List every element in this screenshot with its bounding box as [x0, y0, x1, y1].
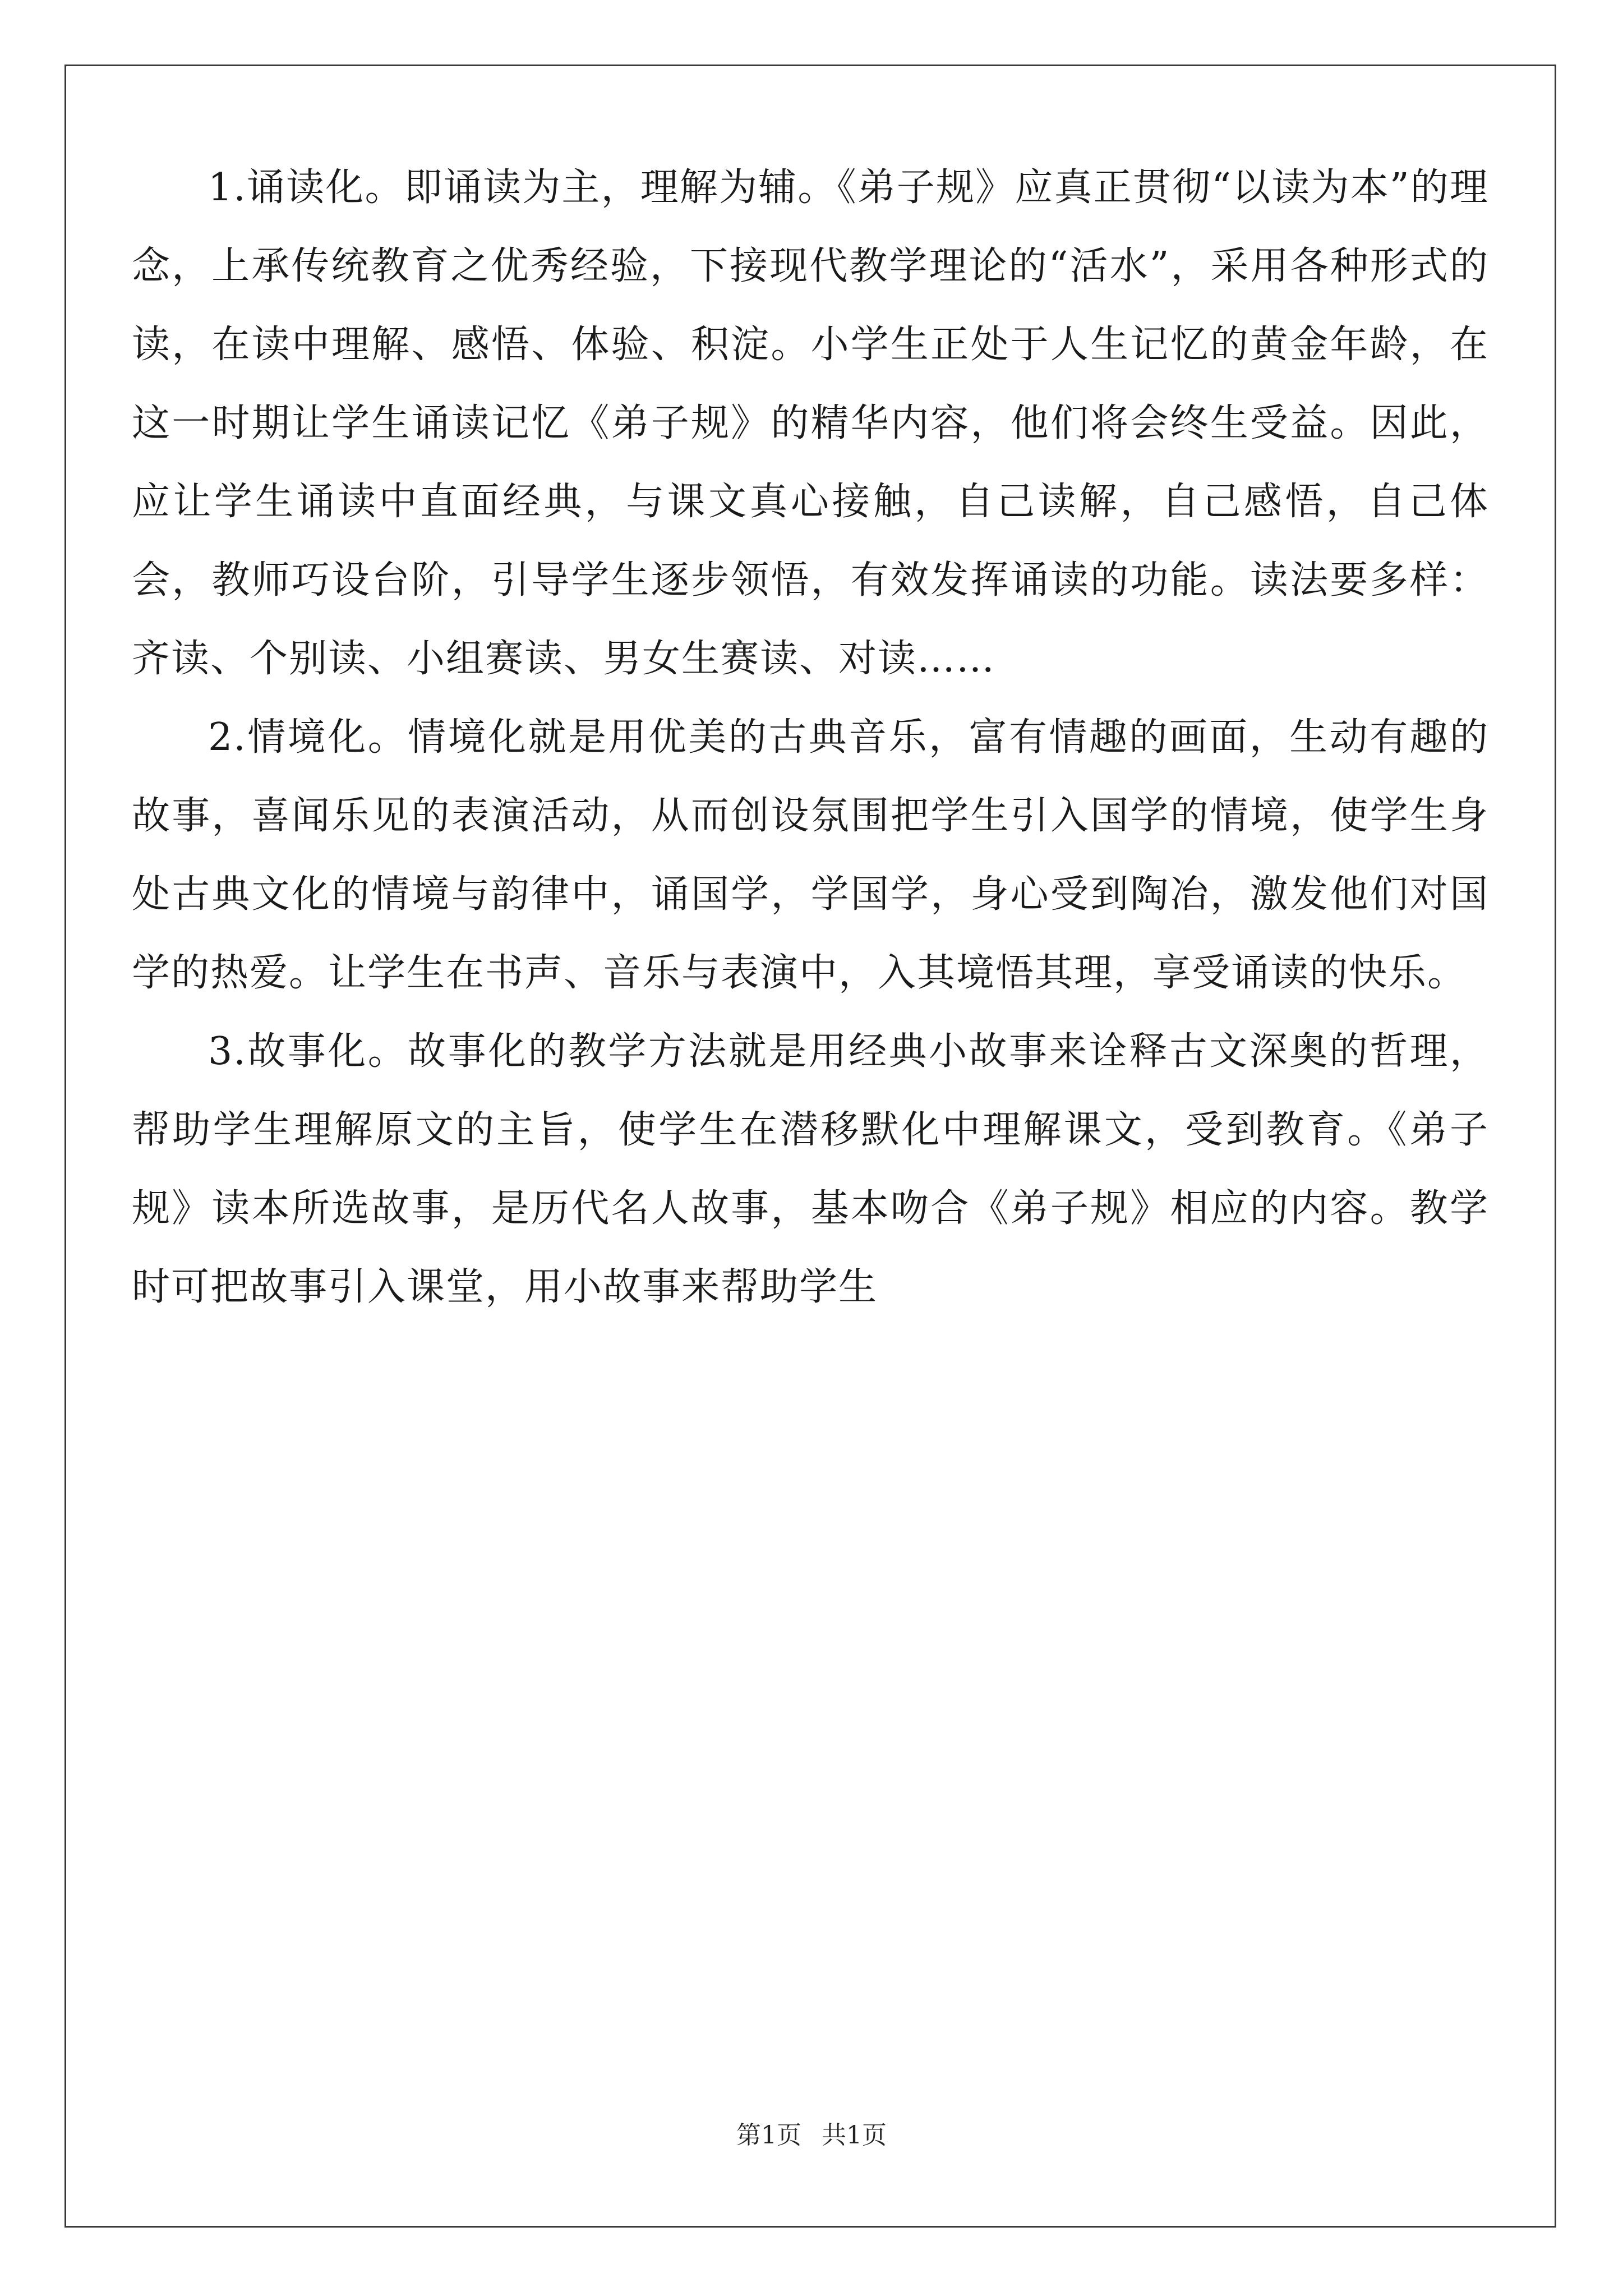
paragraph-situation: 2.情境化。情境化就是用优美的古典音乐，富有情趣的画面，生动有趣的故事，喜闻乐见的表演活动，从而创设氛围把学生引入国学的情境，使学生身处古典文化的情境与韵律中，诵国学，学国学，身心受到陶冶，激发他们对国学的热爱。让学生在书声、音乐与表演中，入其境悟其理，享受诵读的快乐。: [132, 715, 1489, 995]
paragraph-recitation: 1.诵读化。即诵读为主，理解为辅。《弟子规》应真正贯彻“以读为本”的理念，上承传统教育之优秀经验，下接现代教学理论的“活水”，采用各种形式的读，在读中理解、感悟、体验、积淀。小学生正处于人生记忆的黄金年龄，在这一时期让学生诵读记忆《弟子规》的精华内容，他们将会终生受益。因此，应让学生诵读中直面经典，与课文真心接触，自己读解，自己感悟，自己体会，教师巧设台阶，引导学生逐步领悟，有效发挥诵读的功能。读法要多样：齐读、个别读、小组赛读、男女生赛读、对读……: [132, 165, 1489, 681]
page-number-total: 共1页: [822, 2121, 887, 2150]
paragraph-story: 3.故事化。故事化的教学方法就是用经典小故事来诠释古文深奥的哲理，帮助学生理解原文的主旨，使学生在潜移默化中理解课文，受到教育。《弟子规》读本所选故事，是历代名人故事，基本吻合《弟子规》相应的内容。教学时可把故事引入课堂，用小故事来帮助学生: [132, 1029, 1489, 1309]
document-body: [132, 149, 1489, 1327]
page-number-current: 第1页: [736, 2121, 801, 2150]
page-footer: [0, 2115, 1623, 2151]
